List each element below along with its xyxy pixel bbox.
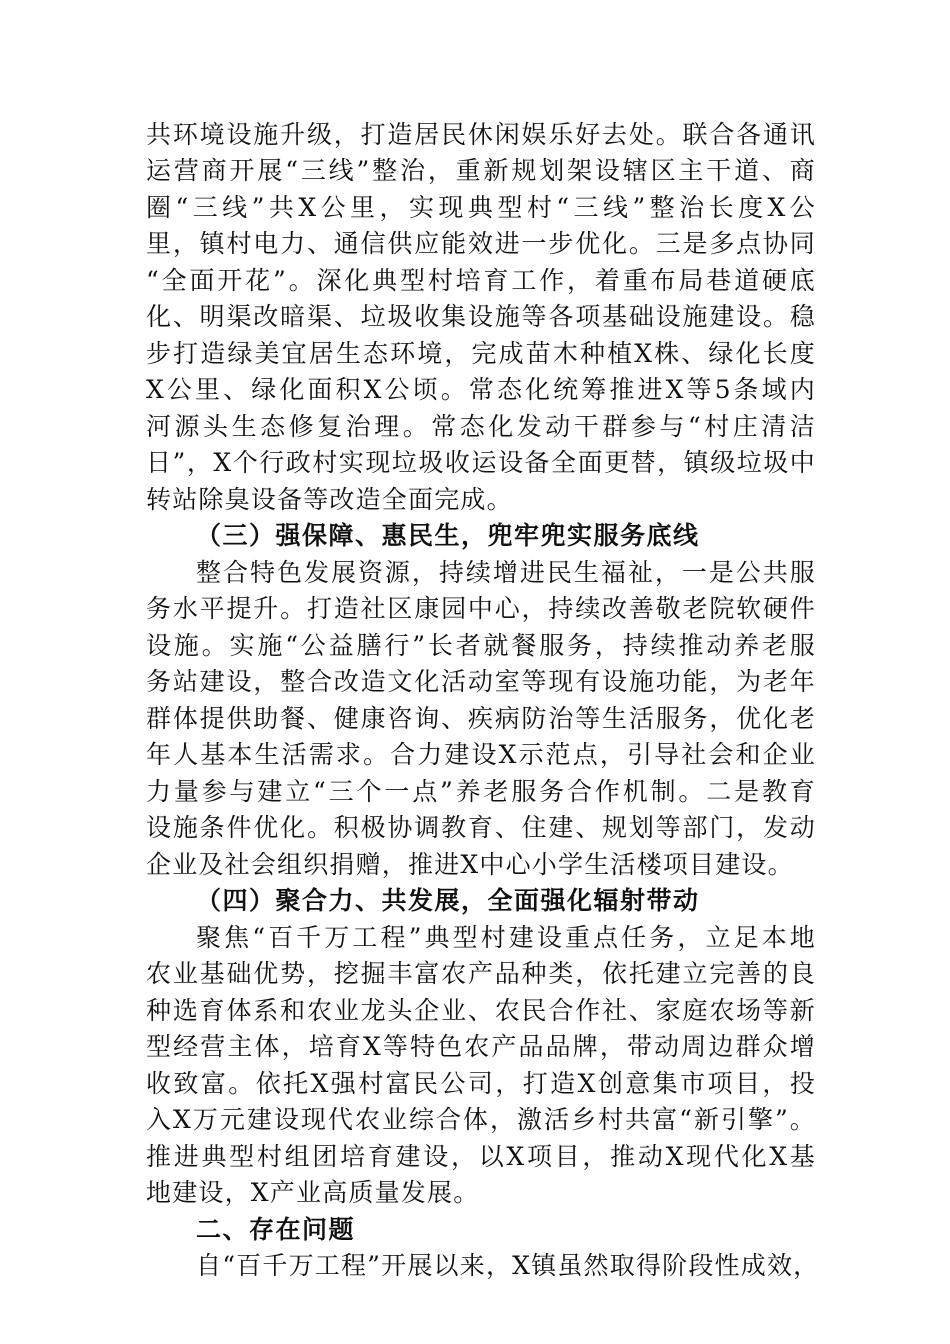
- body-text-line: 设施。实施“公益膳行”长者就餐服务，持续推动养老服: [146, 631, 816, 660]
- body-text-line: 务站建设，整合改造文化活动室等现有设施功能，为老年: [146, 667, 816, 696]
- section-heading-4: （四）聚合力、共发展，全面强化辐射带动: [196, 886, 700, 915]
- body-text-line: 收致富。依托X强村富民公司，打造X创意集市项目，投: [146, 1069, 816, 1098]
- body-text-line: 务水平提升。打造社区康园中心，持续改善敬老院软硬件: [146, 594, 816, 623]
- body-text-line: 河源头生态修复治理。常态化发动干群参与“村庄清洁: [146, 412, 816, 441]
- body-text-line: 年人基本生活需求。合力建设X示范点，引导社会和企业: [146, 740, 816, 769]
- body-text-line: 转站除臭设备等改造全面完成。: [146, 485, 513, 514]
- body-text-line: 步打造绿美宜居生态环境，完成苗木种植X株、绿化长度: [146, 339, 816, 368]
- body-text-line: 里，镇村电力、通信供应能效进一步优化。三是多点协同: [146, 229, 816, 258]
- body-text-line: 运营商开展“三线”整治，重新规划架设辖区主干道、商: [146, 156, 816, 185]
- body-text-line: 聚焦“百千万工程”典型村建设重点任务，立足本地: [196, 923, 816, 952]
- body-text-line: 整合特色发展资源，持续增进民生福祉，一是公共服: [196, 558, 816, 587]
- body-text-line: 推进典型村组团培育建设，以X项目，推动X现代化X基: [146, 1142, 816, 1171]
- body-text-line: “全面开花”。深化典型村培育工作，着重布局巷道硬底: [146, 266, 816, 295]
- body-text-line: 型经营主体，培育X等特色农产品品牌，带动周边群众增: [146, 1032, 816, 1061]
- body-text-line: 日”，X个行政村实现垃圾收运设备全面更替，镇级垃圾中: [146, 448, 816, 477]
- body-text-line: 自“百千万工程”开展以来，X镇虽然取得阶段性成效，: [196, 1251, 820, 1280]
- section-heading-2: 二、存在问题: [196, 1215, 356, 1244]
- body-text-line: 农业基础优势，挖掘丰富农产品种类，依托建立完善的良: [146, 959, 816, 988]
- body-text-line: 企业及社会组织捐赠，推进X中心小学生活楼项目建设。: [146, 850, 794, 879]
- body-text-line: 种选育体系和农业龙头企业、农民合作社、家庭农场等新: [146, 996, 816, 1025]
- body-text-line: 力量参与建立“三个一点”养老服务合作机制。二是教育: [146, 777, 816, 806]
- body-text-line: 化、明渠改暗渠、垃圾收集设施等各项基础设施建设。稳: [146, 302, 816, 331]
- body-text-line: 圈“三线”共X公里，实现典型村“三线”整治长度X公: [146, 193, 816, 222]
- body-text-line: 入X万元建设现代农业综合体，激活乡村共富“新引擎”。: [146, 1105, 816, 1134]
- body-text-line: 地建设，X产业高质量发展。: [146, 1178, 480, 1207]
- section-heading-3: （三）强保障、惠民生，兜牢兜实服务底线: [196, 521, 700, 550]
- body-text-line: 共环境设施升级，打造居民休闲娱乐好去处。联合各通讯: [146, 120, 816, 149]
- body-text-line: 群体提供助餐、健康咨询、疾病防治等生活服务，优化老: [146, 704, 816, 733]
- body-text-line: 设施条件优化。积极协调教育、住建、规划等部门，发动: [146, 813, 816, 842]
- body-text-line: X公里、绿化面积X公顷。常态化统筹推进X等5条域内: [146, 375, 816, 404]
